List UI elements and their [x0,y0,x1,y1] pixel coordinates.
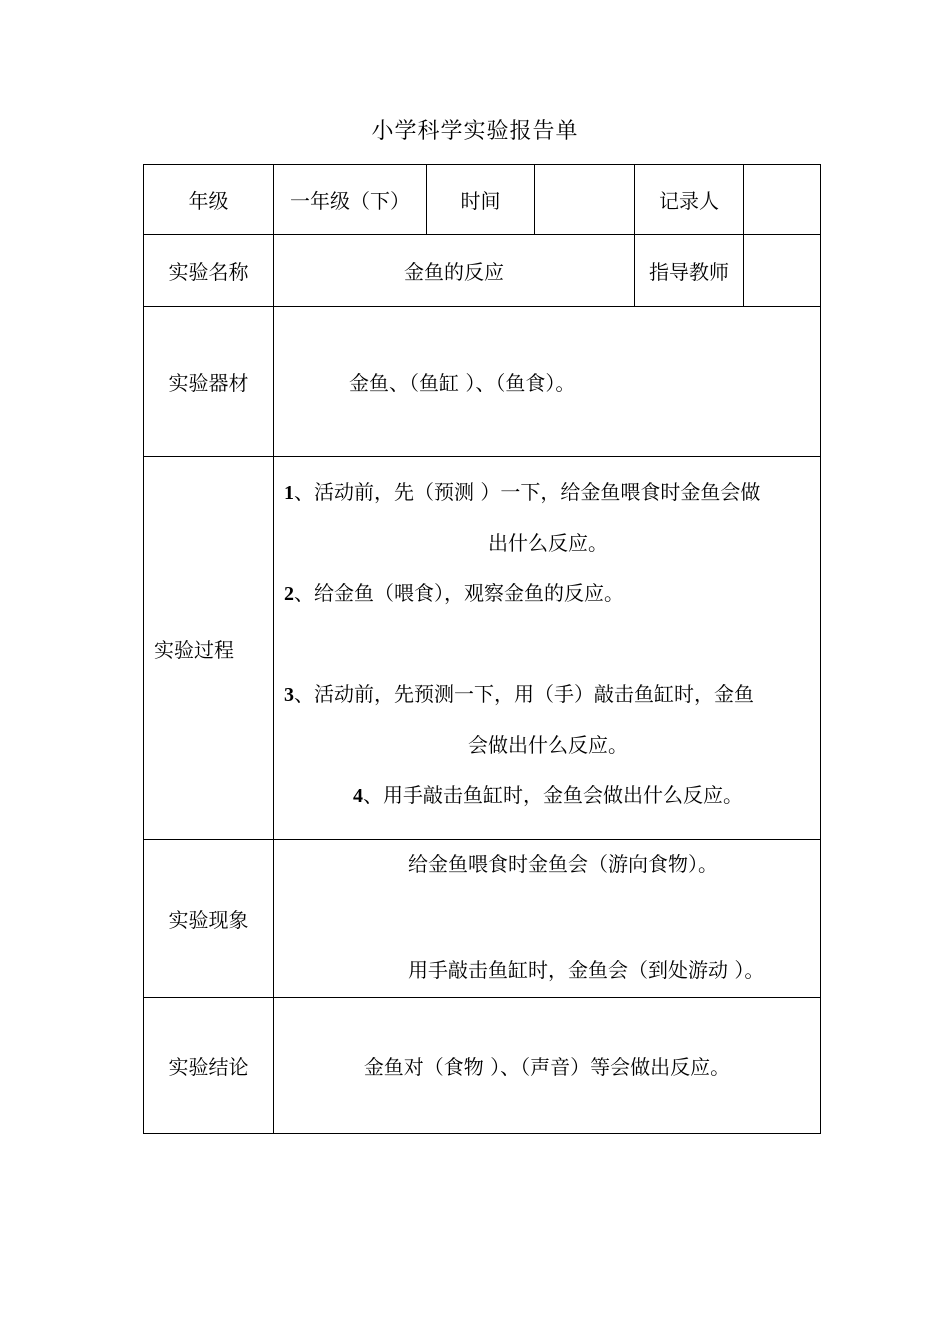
grade-value: 一年级（下） [274,165,427,235]
conclusion-label: 实验结论 [144,998,274,1134]
step-3-number: 3 [284,684,294,706]
step-2-number: 2 [284,583,294,605]
time-label: 时间 [427,165,535,235]
phenomenon-label: 实验现象 [144,840,274,998]
recorder-label: 记录人 [635,165,744,235]
phenomenon-line-1: 给金鱼喂食时金鱼会（游向食物）。 [408,852,718,876]
step-4-number: 4 [353,785,363,807]
step-2-line-1 [284,568,812,619]
experiment-name-value: 金鱼的反应 [274,235,635,307]
experiment-name-label: 实验名称 [144,235,274,307]
conclusion-value: 金鱼对（食物 ）、（声音）等会做出反应。 [274,998,821,1134]
row-process [144,457,821,840]
row-grade [144,165,821,235]
step-1-line-1 [284,467,812,518]
step-2-text: 、给金鱼（喂食），观察金鱼的反应。 [294,581,624,605]
step-4-line-1 [284,770,812,821]
process-label: 实验过程 [144,457,274,840]
phenomenon-line-2: 用手敲击鱼缸时，金鱼会（到处游动 ）。 [408,958,765,982]
row-materials [144,307,821,457]
row-conclusion [144,998,821,1134]
row-phenomenon [144,840,821,998]
step-1-number: 1 [284,482,294,504]
recorder-value [744,165,821,235]
report-table [143,164,821,1134]
grade-label: 年级 [144,165,274,235]
page-title: 小学科学实验报告单 [371,119,579,144]
step-1-text: 、活动前，先（预测 ）一下，给金鱼喂食时金鱼会做 [294,480,761,504]
materials-label: 实验器材 [144,307,274,457]
phenomenon-values [274,840,821,998]
phenomenon-spacer [408,878,820,956]
step-4-text: 、用手敲击鱼缸时，金鱼会做出什么反应。 [363,783,743,807]
row-experiment-name [144,235,821,307]
process-steps [274,457,821,840]
time-value [535,165,635,235]
materials-value: 金鱼、（鱼缸 ）、（鱼食）。 [274,307,821,457]
step-3-text: 、活动前，先预测一下，用（手）敲击鱼缸时，金鱼 [294,682,754,706]
teacher-label: 指导教师 [635,235,744,307]
step-3-line-1 [284,669,812,720]
process-spacer [284,619,812,669]
step-1-line-2: 出什么反应。 [488,531,608,555]
teacher-value [744,235,821,307]
step-3-line-2: 会做出什么反应。 [468,733,628,757]
